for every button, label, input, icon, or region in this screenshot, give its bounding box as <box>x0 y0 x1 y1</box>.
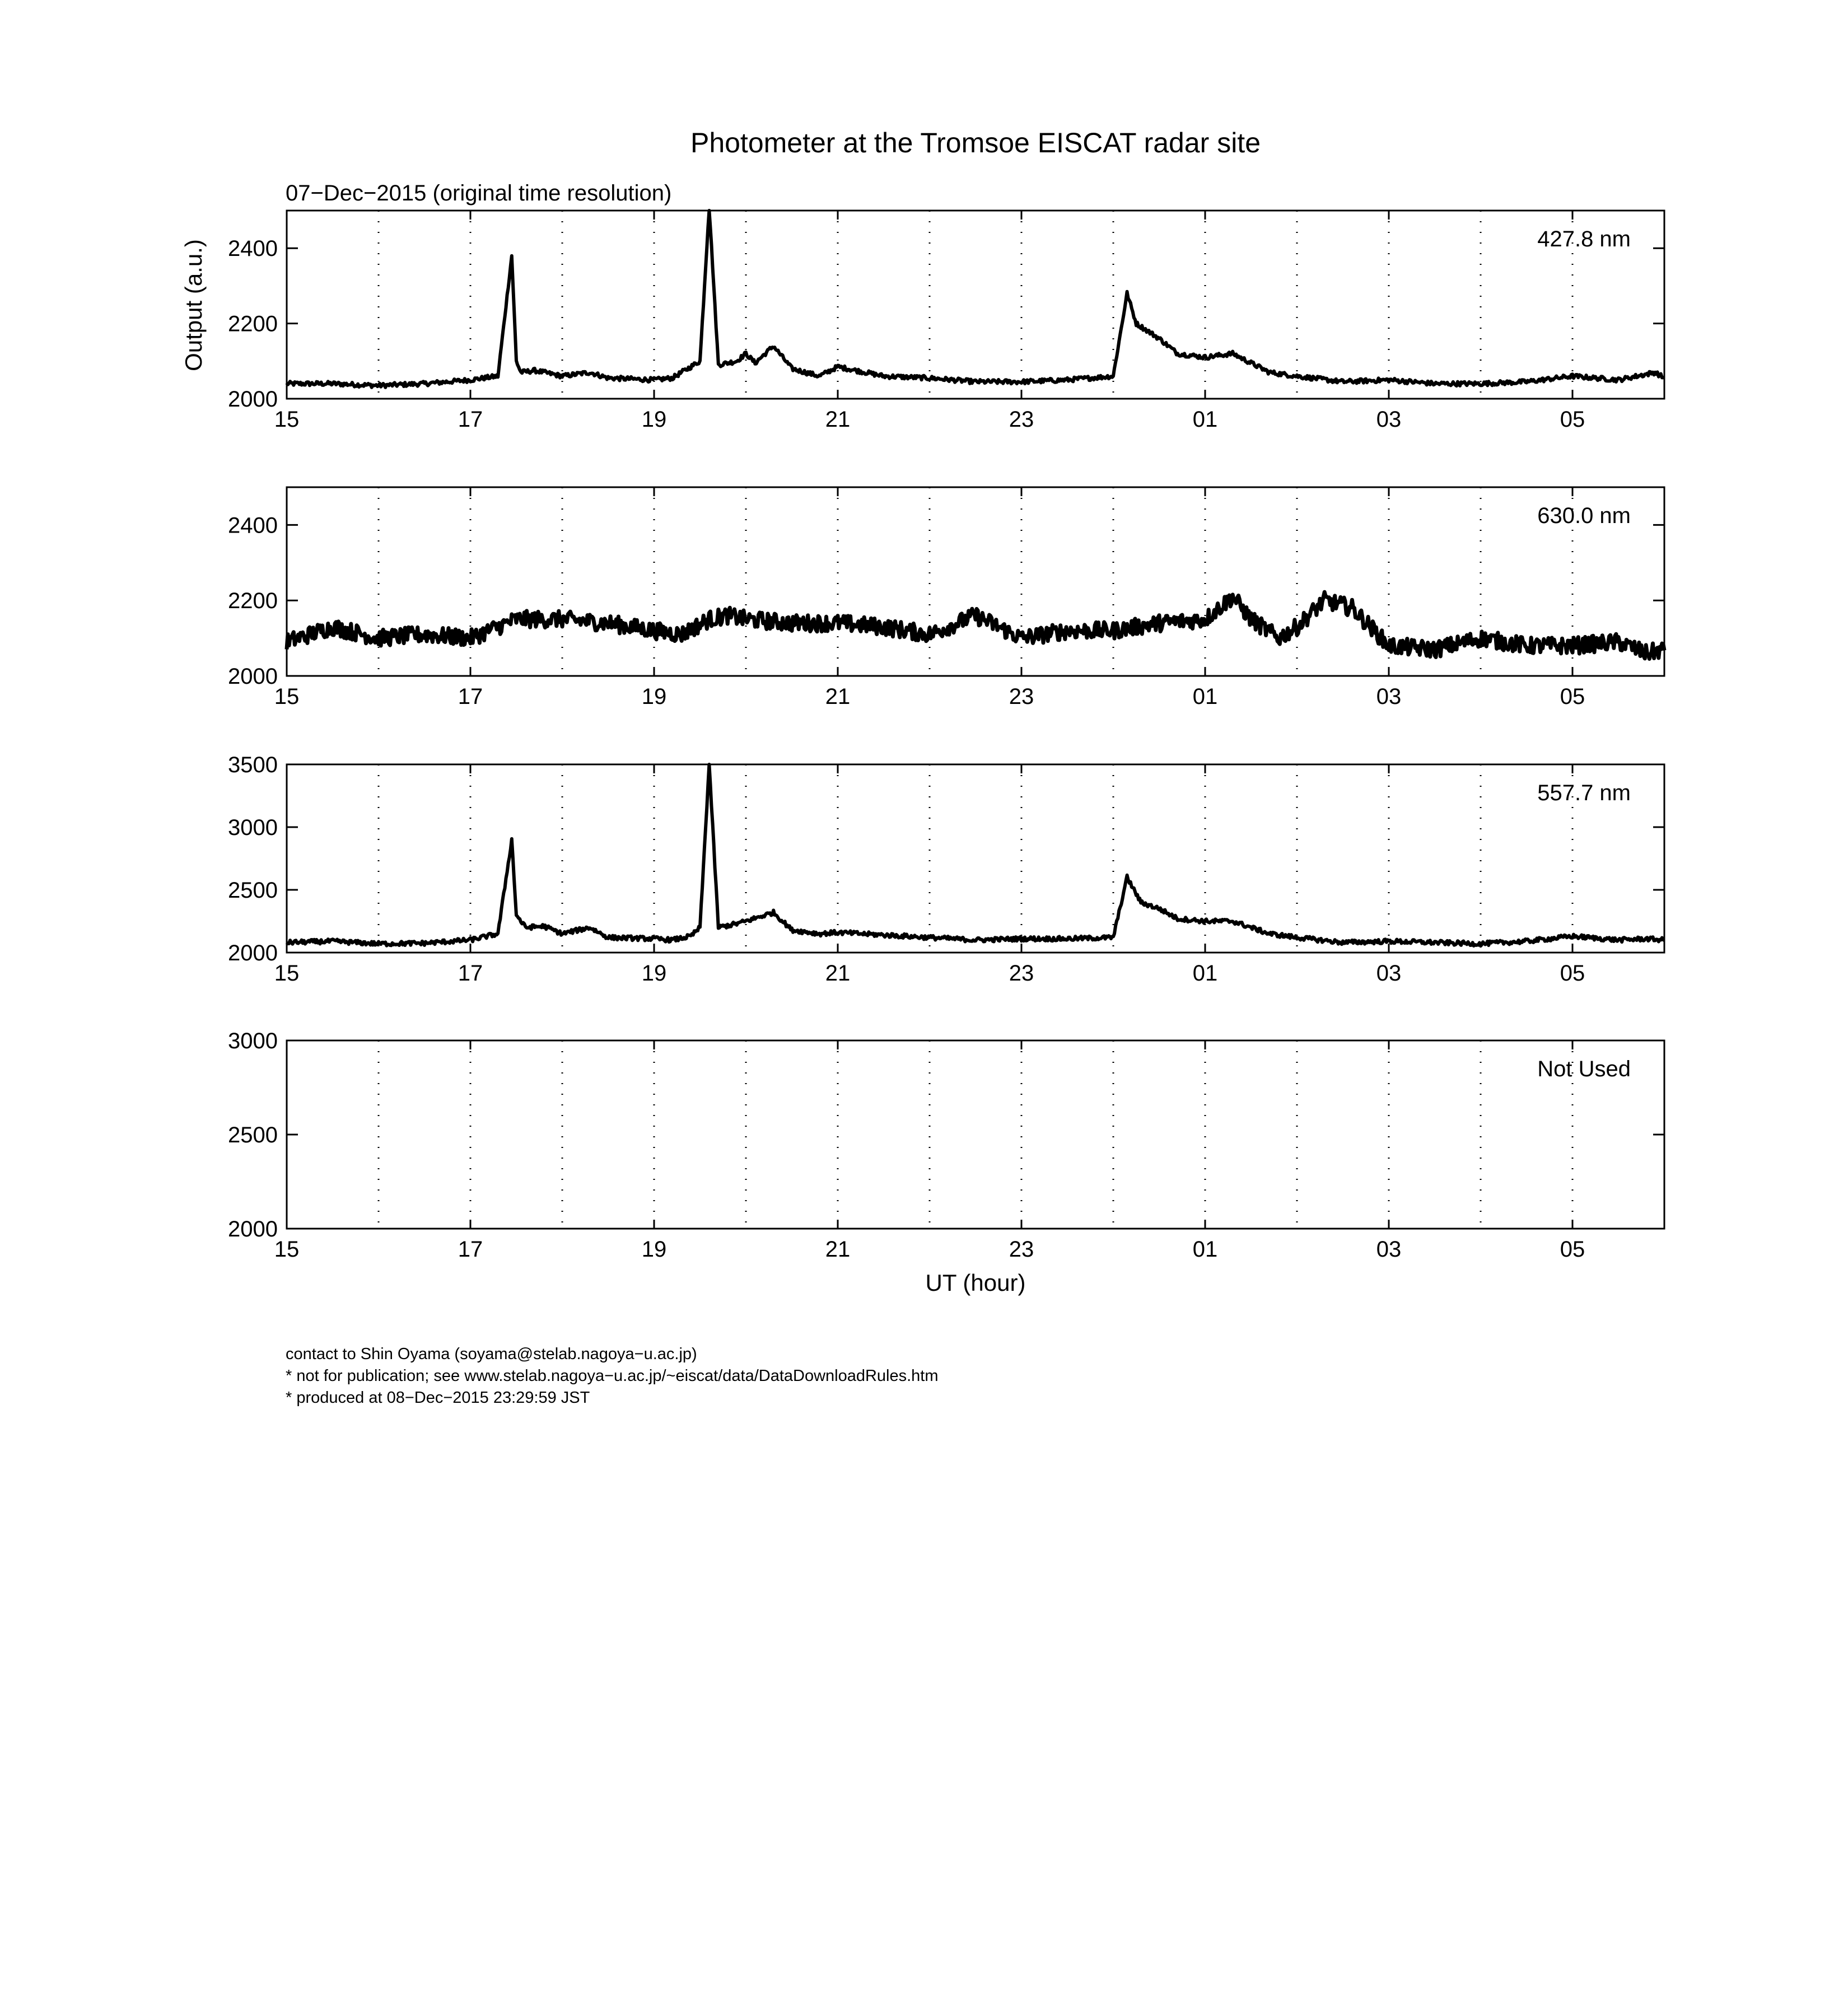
x-tick-label: 05 <box>1560 407 1585 432</box>
x-tick-label: 23 <box>1009 684 1034 709</box>
y-tick-label: 2500 <box>228 878 278 903</box>
x-tick-label: 19 <box>641 961 667 986</box>
x-tick-label: 15 <box>274 407 300 432</box>
x-tick-label: 05 <box>1560 684 1585 709</box>
footer-produced-time: * produced at 08−Dec−2015 23:29:59 JST <box>286 1389 590 1407</box>
figure-title: Photometer at the Tromsoe EISCAT radar site <box>690 127 1261 158</box>
x-tick-label: 01 <box>1192 407 1218 432</box>
y-tick-label: 3000 <box>228 1029 278 1053</box>
series-line-1 <box>287 592 1664 659</box>
y-tick-label: 2500 <box>228 1123 278 1147</box>
x-tick-label: 03 <box>1376 961 1402 986</box>
x-tick-label: 23 <box>1009 407 1034 432</box>
plot-frame <box>287 211 1664 399</box>
x-tick-label: 15 <box>274 961 300 986</box>
x-tick-label: 17 <box>458 684 483 709</box>
series-line-1 <box>287 211 1664 388</box>
y-tick-label: 2000 <box>228 1217 278 1242</box>
x-tick-label: 01 <box>1192 1237 1218 1262</box>
footer <box>286 1345 939 1407</box>
panel-label: 427.8 nm <box>1537 227 1631 251</box>
plot-frame <box>287 1040 1664 1229</box>
y-tick-label: 2200 <box>228 311 278 337</box>
y-tick-label: 2200 <box>228 589 278 614</box>
y-tick-label: 2400 <box>228 513 278 538</box>
panel-2 <box>228 487 1664 709</box>
plot-frame <box>287 764 1664 953</box>
y-tick-label: 2000 <box>228 664 278 689</box>
x-tick-label: 19 <box>641 407 667 432</box>
x-tick-label: 05 <box>1560 1237 1585 1262</box>
x-tick-label: 19 <box>641 684 667 709</box>
panel-label: 630.0 nm <box>1537 503 1631 528</box>
y-tick-label: 3500 <box>228 753 278 777</box>
x-tick-label: 05 <box>1560 961 1585 986</box>
x-tick-label: 15 <box>274 1237 300 1262</box>
y-tick-label: 2000 <box>228 387 278 412</box>
y-tick-label: 2400 <box>228 236 278 262</box>
x-tick-label: 03 <box>1376 684 1402 709</box>
x-tick-label: 21 <box>825 684 851 709</box>
x-tick-label: 21 <box>825 407 851 432</box>
panel-label: 557.7 nm <box>1537 781 1631 805</box>
x-tick-label: 17 <box>458 961 483 986</box>
x-tick-label: 21 <box>825 1237 851 1262</box>
x-tick-label: 01 <box>1192 961 1218 986</box>
x-axis-label: UT (hour) <box>925 1270 1026 1296</box>
figure-subtitle: 07−Dec−2015 (original time resolution) <box>286 181 672 206</box>
x-tick-label: 21 <box>825 961 851 986</box>
panel-4 <box>228 1029 1664 1262</box>
y-tick-label: 3000 <box>228 815 278 840</box>
panel-label: Not Used <box>1537 1057 1631 1081</box>
x-tick-label: 17 <box>458 407 483 432</box>
footer-contact: contact to Shin Oyama (soyama@stelab.nagoya−u.ac.jp) <box>286 1345 697 1363</box>
x-tick-label: 23 <box>1009 961 1034 986</box>
footer-publication-note: * not for publication; see www.stelab.nagoya−u.ac.jp/~eiscat/data/DataDownloadRules.htm <box>286 1367 939 1385</box>
x-tick-label: 03 <box>1376 407 1402 432</box>
x-tick-label: 03 <box>1376 1237 1402 1262</box>
panel-1 <box>228 211 1664 432</box>
panel-3 <box>228 753 1664 986</box>
y-axis-label: Output (a.u.) <box>180 239 207 371</box>
x-tick-label: 01 <box>1192 684 1218 709</box>
x-tick-label: 15 <box>274 684 300 709</box>
panels-group <box>228 211 1664 1262</box>
x-tick-label: 23 <box>1009 1237 1034 1262</box>
x-tick-label: 17 <box>458 1237 483 1262</box>
y-tick-label: 2000 <box>228 941 278 965</box>
x-tick-label: 19 <box>641 1237 667 1262</box>
series-line-1 <box>287 764 1664 946</box>
